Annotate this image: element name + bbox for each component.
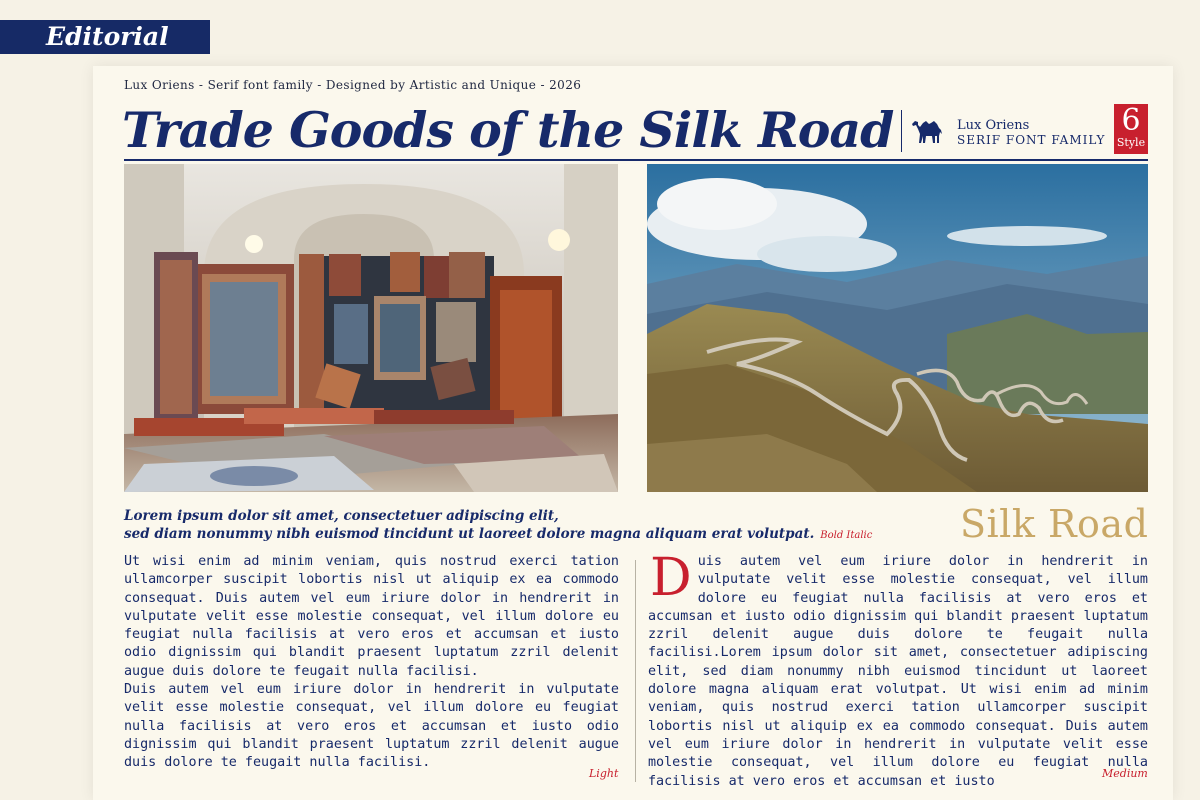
style-count-number: 6 (1121, 103, 1141, 138)
bold-italic-label: Bold Italic (820, 530, 873, 541)
carpet-bazaar-photo (124, 164, 618, 492)
brand-subtitle: SERIF FONT FAMILY (957, 133, 1106, 147)
right-paragraph: uis autem vel eum iriure dolor in hendrerit in vulputate velit esse molestie consequat, vel illum dolore eu feugiat nulla facilisis at vero eros et accumsan et iusto odio dignissim qui blandit praesent luptatum zzril delenit augue duis dolore te feugait nulla facilisi.Lorem ipsum dolor sit amet, consectetuer adipiscing elit, sed diam nonummy nibh euismod tincidunt ut laoreet dolore magna aliquam erat volutpat. Ut wisi enim ad minim veniam, quis nostrud exerci tation ullamcorper suscipit lobortis nisl ut aliquip ex ea commodo consequat. Duis autem vel eum iriure dolor in hendrerit in vulputate velit esse molestie consequat, vel illum dolore eu feugiat nulla facilisis at vero eros et accumsan et iusto (648, 554, 1148, 789)
title-divider (901, 110, 902, 152)
page-title: Trade Goods of the Silk Road (122, 101, 894, 159)
title-rule (124, 159, 1148, 161)
lead-line-1: Lorem ipsum dolor sit amet, consectetuer adipiscing elit, (124, 508, 559, 524)
brand-block (957, 118, 1105, 148)
left-paragraph-2: Duis autem vel eum iriure dolor in hendrerit in vulputate velit esse molestie consequat, vel illum dolore eu feugiat nulla facilisis at vero eros et accumsan et iusto odio dignissim qui blandit praesent luptatum zzril delenit augue duis dolore te feugait nulla facilisi. (124, 682, 619, 771)
left-column (124, 553, 619, 773)
medium-style-label: Medium (1102, 767, 1148, 780)
style-count-label: Style (1116, 136, 1146, 149)
drop-cap: D (650, 548, 692, 608)
mountain-road-photo (647, 164, 1148, 492)
column-divider (635, 560, 636, 782)
style-count-badge (1114, 104, 1148, 154)
font-credit-line: Lux Oriens - Serif font family - Designed by Artistic and Unique - 2026 (124, 78, 582, 92)
silk-road-heading: Silk Road (960, 502, 1149, 546)
left-paragraph-1: Ut wisi enim ad minim veniam, quis nostrud exerci tation ullamcorper suscipit lobortis nisl ut aliquip ex ea commodo consequat. Duis autem vel eum iriure dolor in hendrerit in vulputate velit esse molestie consequat, vel illum dolore eu feugiat nulla facilisis at vero eros et accumsan et iusto odio dignissim qui blandit praesent luptatum zzril delenit augue duis dolore te feugait nulla facilisi. (124, 554, 619, 679)
lead-paragraph (124, 507, 904, 545)
editorial-tag: Editorial (0, 20, 210, 54)
lead-line-2: sed diam nonummy nibh euismod tincidunt ut laoreet dolore magna aliquam erat volutpat. (124, 526, 815, 542)
brand-name: Lux Oriens (957, 118, 1030, 133)
camel-icon (910, 117, 946, 145)
light-style-label: Light (589, 767, 619, 780)
right-column (648, 548, 1148, 791)
